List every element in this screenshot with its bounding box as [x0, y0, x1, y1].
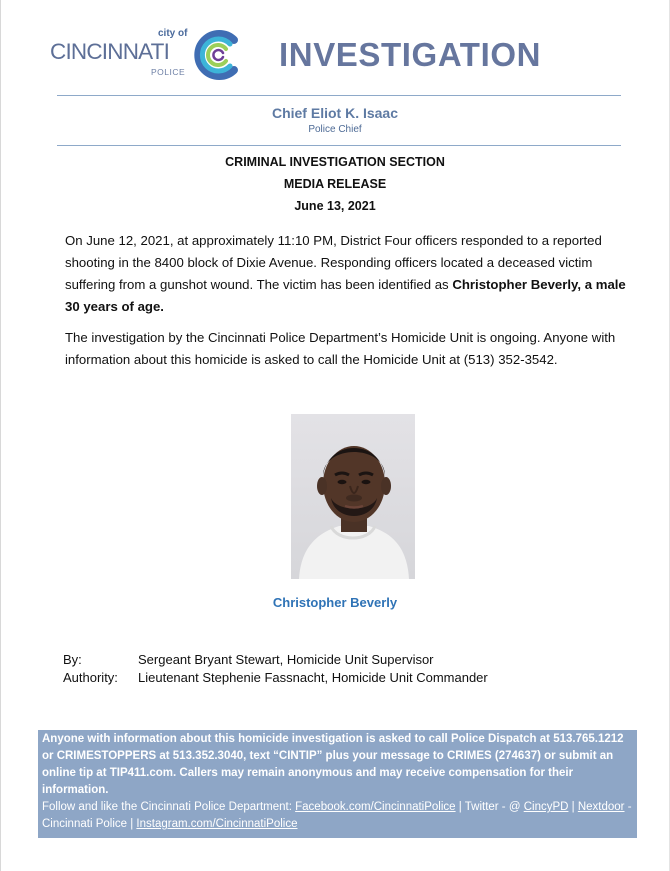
credit-row-authority	[63, 669, 488, 687]
social-links	[42, 799, 633, 833]
twitter-text: | Twitter - @	[455, 801, 524, 813]
incident-text: On June 12, 2021, at approximately 11:10 PM, District Four officers responded to a reported shooting in the 8400 block of Dixie Avenue. Responding officers located a deceased victim suffering from a gunshot wound. The victim has been identified as	[65, 233, 602, 292]
facebook-link[interactable]: Facebook.com/CincinnatiPolice	[295, 801, 456, 813]
header-divider-bottom	[57, 145, 621, 146]
photo-caption: Christopher Beverly	[272, 595, 398, 610]
logo-city-name: CINCINNATI	[50, 39, 170, 64]
authority-label: Authority:	[63, 670, 118, 685]
logo-c-mark-icon	[190, 28, 244, 82]
instagram-link[interactable]: Instagram.com/CincinnatiPolice	[136, 818, 298, 830]
section-heading: CRIMINAL INVESTIGATION SECTION	[225, 155, 445, 169]
twitter-link[interactable]: CincyPD	[523, 801, 569, 813]
tip-instructions: Anyone with information about this homicide investigation is asked to call Police Dispatch at 513.765.1212 or CRIMESTOPPERS at 513.352.3040, text “CINTIP” plus your message to CRIMES (274637) or submit an online tip at TIP411.com. Callers may remain anonymous and may receive compensation for their information.	[42, 733, 624, 796]
by-label: By:	[63, 652, 82, 667]
by-value: Sergeant Bryant Stewart, Homicide Unit Supervisor	[138, 652, 434, 667]
chief-title: Police Chief	[308, 124, 362, 135]
page-title: INVESTIGATION	[279, 36, 542, 73]
header-divider-top	[57, 95, 621, 96]
release-date: June 13, 2021	[294, 199, 376, 213]
nextdoor-text: - Cincinnati Police |	[42, 801, 632, 830]
tip-info-box	[38, 730, 637, 838]
release-credits	[63, 651, 488, 687]
authority-value: Lieutenant Stephenie Fassnacht, Homicide Unit Commander	[138, 670, 488, 685]
nextdoor-link[interactable]: Nextdoor	[577, 801, 625, 813]
logo-city-of-text: city of	[158, 28, 188, 39]
chief-name: Chief Eliot K. Isaac	[271, 105, 399, 121]
logo-police-text: POLICE	[151, 67, 186, 77]
release-type: MEDIA RELEASE	[283, 177, 387, 191]
credit-row-by	[63, 651, 488, 669]
separator: |	[568, 801, 578, 813]
body-paragraph-investigation: The investigation by the Cincinnati Police Department’s Homicide Unit is ongoing. Anyone with information about this homicide is asked to call the Homicide Unit at (513) 352-3542.	[65, 330, 616, 367]
follow-text: Follow and like the Cincinnati Police Department:	[42, 801, 296, 813]
cincinnati-police-logo	[50, 26, 250, 86]
victim-photo	[291, 414, 415, 579]
letterhead	[44, 24, 634, 92]
body-paragraph-incident	[65, 230, 637, 318]
victim-identification: Christopher Beverly, a male 30 years of age.	[65, 277, 626, 314]
